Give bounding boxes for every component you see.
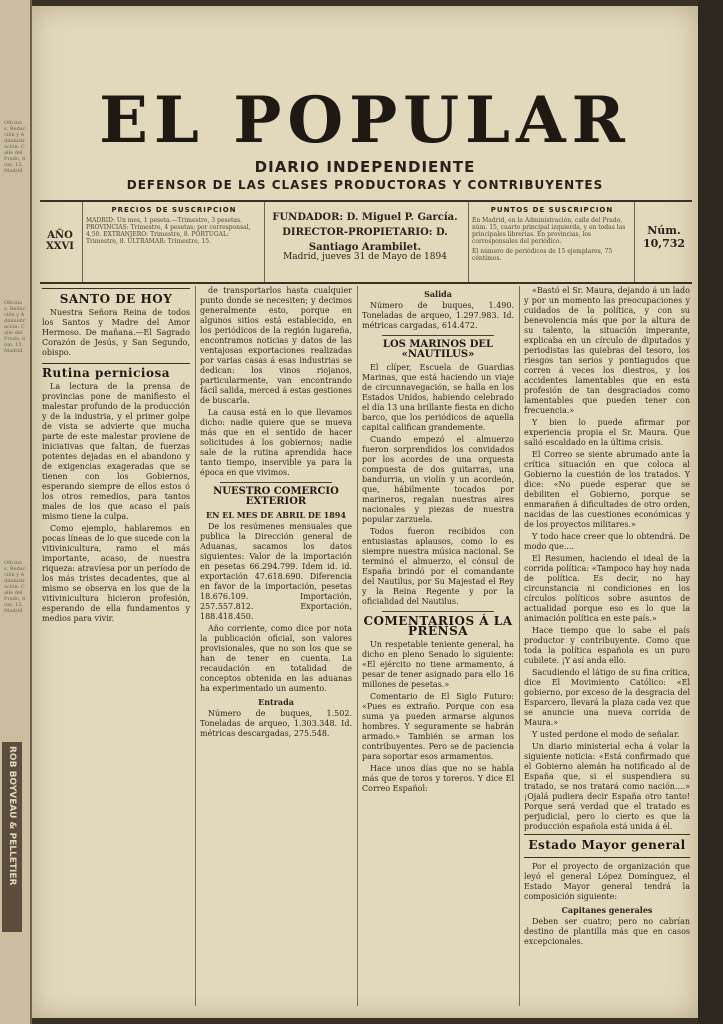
salida-text: Número de buques, 1.490. Toneladas de arqueo, 1.297.983. Id. métricas cargadas, 614.472. [362,301,514,330]
subscription-text: MADRID: Un mes, 1 peseta.—Trimestre, 3 pesetas. PROVINCIAS: Trimestre, 4 pesetas; por corresponsal, 4,50. EXTRANJERO: Trimestre, 8. PORTUGAL: Trimestre, 8. ULTRAMAR: Trimestre, 15. [86,217,251,245]
col4-p8: Y usted perdone el modo de señalar. [532,730,680,739]
divider [634,202,635,282]
col4-p3: El Correo se siente abrumado ante la crítica situación en que coloca al Gobierno la cuestión de los tratados. Y dice: «No puede esperar que se debiliten el Gobierno, porque se enmarañen á dificultades de otro orden, nacidas de las cuestiones económicas y de los proyectos militares.» [524,450,690,529]
rutina-p1: La lectura de la prensa de provincias pone de manifiesto el malestar profundo de la producción y de la industria, y el primer golpe de vista se advierte que mucha parte de este malestar proviene de iniciativas que faltan, de fuerzas potentes dejadas en el abandono y de exigencias exageradas que se tienen con los Gobiernos, esperando siempre de ellos estos ó los otros remedios, para tantos males de los que acaso el país mismo tiene la culpa. [42,382,190,521]
masthead-title: EL POPULAR [99,83,631,158]
estado-text-2: Deben ser cuatro; pero no cabrían destino de plantilla más que en casos excepcionales. [524,917,690,946]
strip-text-3: Oficinas, Redacción y Administración: Calle del Prado, núm. 15. Madrid [4,560,26,614]
col4-p5: El Resumen, haciendo el ideal de la corrida política: «Tampoco hay hoy nada de política. Es decir, no hay circunstancia ni condiciones en los círculos políticos sobre asuntos de actualidad porque eso es lo que la animación política en este país.» [524,554,690,623]
masthead-subtitle: DIARIO INDEPENDIENTE [254,158,476,176]
column-rule [357,286,358,1006]
col2-intro: de transportarlos hasta cualquier punto donde se necesiten; y decimos generalmente esto, porque en algunos sitios está establecido, en los periódicos de la región lugareña, encontramos noticias y datos de las ventajosas exportaciones realizadas por varias casas á esas industrias se dedican: los vinos riojanos, particularmente, van encontrando fácil salida, merced á estas gestiones de buscarla. [200,286,352,405]
santo-text: Nuestra Señora Reina de todos los Santos y Madre del Amor Hermoso. De mañana.—El Sagrado Corazón de Jesús, y San Segundo, obispo. [42,308,190,357]
estado-label: Capitanes generales [561,905,653,915]
rutina-title: Rutina perniciosa [42,366,171,380]
points-heading: PUNTOS DE SUSCRIPCION [490,206,614,214]
section-rule [382,335,494,336]
estado-title: Estado Mayor general [528,838,686,852]
divider [82,202,83,282]
binder-stamp [2,742,22,932]
background-edge [698,0,723,1024]
divider [468,202,469,282]
section-rule [220,482,332,483]
director-name: DIRECTOR-PROPIETARIO: D. Santiago Arambilet. [282,227,448,253]
santo-box [42,288,190,364]
column-1 [42,286,190,1006]
col4-p1: «Bastó el Sr. Maura, dejando á un lado y por un momento las preocupaciones y cuidados de la política, y con su benevolencia más que por la altura de su talento, la situación imperante, explicaba en un círculo de diputados y periodistas las quiebras del tesoro, los riesgos tan serios y pontiagudos que corren á veces los diestros, y los accidentes lamentables que en esta profesión de tan desgraciados como lamentables que pueden tener con frecuencia.» [524,286,690,415]
issue-date: Madrid, jueves 31 de Mayo de 1894 [283,252,447,262]
rutina-p2: Como ejemplo, hablaremos en pocas líneas de lo que sucede con la vitivinicultura, ramo el más importante, acaso, de nuestra riqueza: atravíesa por un período de los más tristes decadentes, que al mismo se observa en los que de la vitivinicultura hicieron profesión, esperando de ella fundamentos y medios para vivir. [42,524,190,623]
masthead-tagline: DEFENSOR DE LAS CLASES PRODUCTORAS Y CONTRIBUYENTES [126,178,604,192]
nautilus-p1: El clíper, Escuela de Guardias Marinas, que está haciendo un viaje de circunnavegación, se halla en los Estados Unidos, habiendo celebrado el día 13 una brillante fiesta en dicho barco, que los periódicos de aquella capital califican grandemente. [362,363,514,432]
col4-p4: Y todo hace creer que lo obtendrá. De modo que.... [524,532,690,551]
nautilus-p2: Cuando empezó el almuerzo fueron sorprendidos los convidados por los acordes de una orquesta compuesta de dos guitarras, una bandurria, un violín y un acordeón, que, hábilmente tocados por marineros, regalan nuestras aires nacionales y piezas de nuestra popular zarzuela. [362,435,514,524]
col4-p9: Un diario ministerial echa á volar la siguiente noticia: «Está confirmado que el Gobierno alemán ha notificado al de España que, si el suspendiera su tratado, se nos tratará como nación....» ¡Ojalá pudiera decir España otro tanto! Porque será verdad que el tratado es perjudicial, pero lo cierto es que la producción española está unida á él. [524,742,690,831]
comercio-title: NUESTRO COMERCIO EXTERIOR [213,486,339,507]
column-rule [519,286,520,1006]
col4-p2: Y bien lo puede afirmar por experiencia propia el Sr. Maura. Que salió escaldado en la última crisis. [524,418,690,447]
column-4 [524,286,690,1006]
nautilus-p3: Todos fueron recibidos con entusiastas aplausos, como lo es siempre nuestra música nacional. Se terminó el almuerzo, el cónsul de España brindó por el comandante del Nautilus, por Su Majestad el Rey y la Reina Regente y por la oficialidad del Nautilus. [362,527,514,606]
stamp-text: ROB BOYVEAU & PELLETIER [7,746,17,886]
comercio-text-2: Año corriente, como dice por nota la publicación oficial, son valores provisionales, que no son los que se han de tener en cuenta. La recaudación en totalidad de conceptos obtenida en las aduanas ha experimentado un aumento. [200,624,352,693]
comentarios-p2: Comentario de El Siglo Futuro: «Pues es extraño. Porque con esa suma ya pueden armarse algunos hombres. Y seguramente se habrán armado.» También se arman los contribuyentes. Pero se de paciencia para soportar esos armamentos. [362,692,514,761]
strip-text-2: Oficinas, Redacción y Administración: Calle del Prado, núm. 15. Madrid [4,300,26,354]
estado-box [524,834,690,858]
info-bar [40,200,692,284]
column-rule [195,286,196,1006]
comentarios-p1: Un respetable teniente general, ha dicho en pleno Senado lo siguiente: «El ejército no tiene armamento, á pesar de tener asignado para ello 16 millones de pesetas.» [362,640,514,689]
comentarios-p3: Hace unos días que no se habla más que de toros y toreros. Y dice El Correo Español: [362,764,514,793]
salida-label: Salida [424,289,452,299]
col4-p6: Hace tiempo que lo sabe el país productor y contribuyente. Como que toda la política española es un puro cubilete. ¡Y así anda ello. [524,626,690,665]
comentarios-title: COMENTARIOS Á LA PRENSA [363,614,513,638]
founder-director [265,210,465,255]
newspaper-page [32,6,698,1018]
price-note: El número de periódicos de 15 ejemplares, 75 céntimos. [472,248,613,262]
points-text: En Madrid, en la Administración, calle del Prado, núm. 15, cuarto principal izquierda, y en todas las principales librerías. En provincias, los corresponsales del periódico. [472,217,626,245]
entrada-text: Número de buques, 1.502. Toneladas de arqueo, 1.303.348. Id. métricas descargadas, 275.548. [200,709,352,738]
founder-name: FUNDADOR: D. Miguel P. García. [272,212,458,223]
strip-text: Oficinas, Redacción y Administración: Calle del Prado, núm. 15. Madrid [4,120,26,174]
comercio-text: De los resúmenes mensuales que publica la Dirección general de Aduanas, sacamos los datos siguientes: Valor de la importación en pesetas 66.294.799. Idem id. id. exportación 47.618.690. Diferencia en favor de la importación, pesetas 18.676.109. Importación, 257.557.812. Exportación, 188.418.450. [200,522,352,621]
issue-number: Núm. 10,732 [642,224,686,250]
entrada-label: Entrada [258,697,294,707]
comercio-subtitle: EN EL MES DE ABRIL DE 1894 [206,510,346,520]
subscription-prices [86,202,262,282]
year-label: AÑO XXVI [46,230,74,252]
subscription-heading: PRECIOS DE SUSCRIPCION [111,206,237,214]
subscription-points [472,202,632,282]
adjacent-page-strip [0,0,32,1024]
column-2 [200,286,352,1006]
col2-p2: La causa está en lo que llevamos dicho: nadie quiere que se mueva más que en el sentido de hacer solicitudes á los gobiernos; nadie sale de la rutina aprendida hace tanto tiempo, inservible ya para la época en que vivimos. [200,408,352,477]
column-3 [362,286,514,1006]
estado-text: Por el proyecto de organización que leyó el general López Domínguez, el Estado Mayor general tendrá la composición siguiente: [524,862,690,901]
nautilus-title: LOS MARINOS DEL «NAUTILUS» [382,339,494,360]
col4-p7: Sacudiendo el látigo de su fina crítica, dice El Movimiento Católico: «El gobierno, por exceso de la desgracia del Esparcero, llevará la plaza cada vez que se anuncie una nueva corrida de Maura.» [524,668,690,727]
section-rule [382,611,494,612]
santo-title: SANTO DE HOY [59,292,173,306]
